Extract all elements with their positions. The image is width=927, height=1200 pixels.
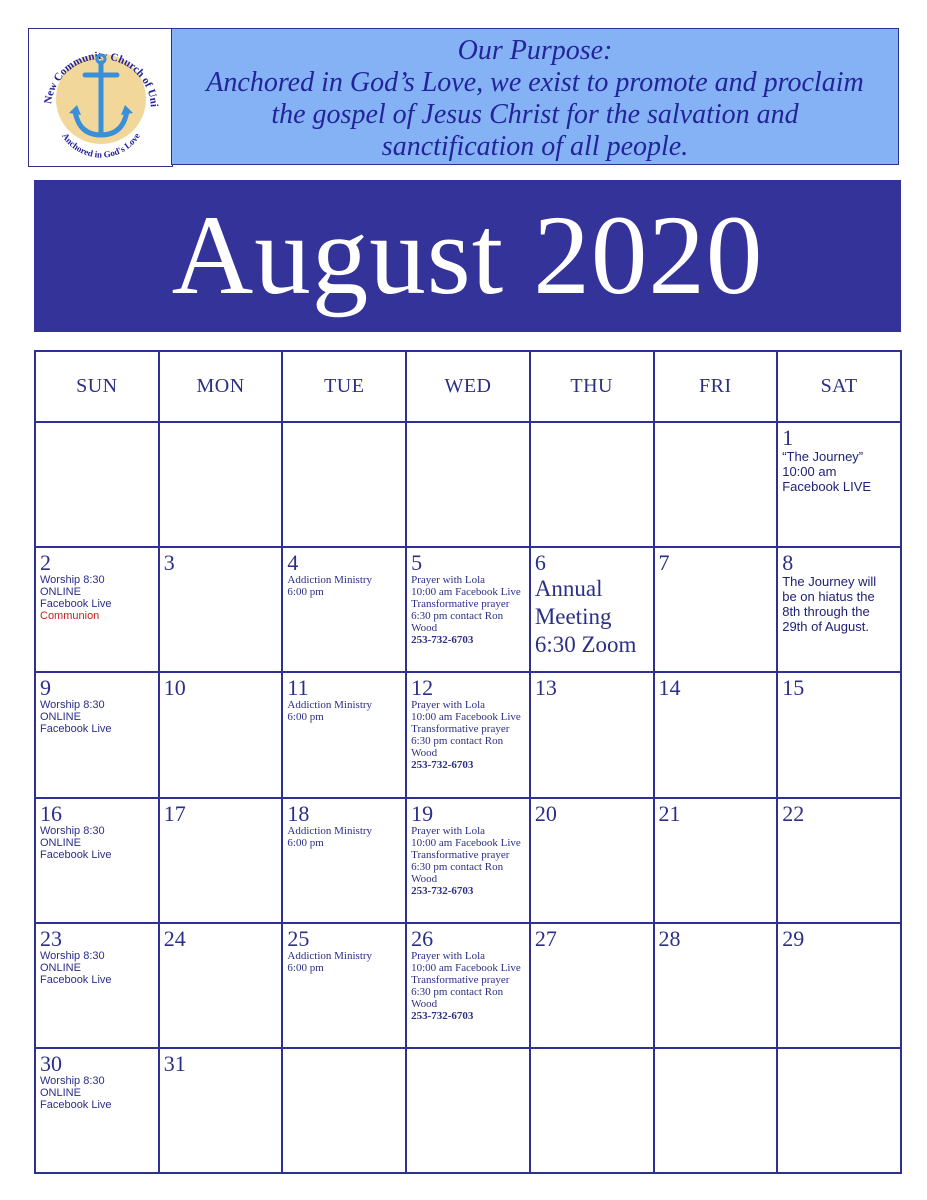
week-row (35, 798, 901, 923)
day-cell (35, 1048, 159, 1173)
day-number: 7 (658, 550, 670, 576)
phone-number: 253-732-6703 (411, 884, 474, 897)
event-text: 6:00 pm (287, 586, 324, 599)
event-text: Prayer with Lola (411, 699, 486, 712)
day-number: 5 (411, 550, 423, 576)
day-number: 3 (163, 550, 175, 576)
empty-day-cell (35, 422, 159, 547)
day-number: 1 (782, 425, 794, 451)
phone-number: 253-732-6703 (411, 1009, 474, 1022)
day-number: 30 (40, 1050, 62, 1076)
weekday-header: THU (530, 351, 654, 422)
day-cell (777, 422, 901, 547)
day-number: 29 (782, 925, 805, 951)
day-number: 25 (287, 925, 310, 951)
event-text: 6:30 pm contact Ron (411, 610, 504, 623)
event-text: Facebook Live (40, 973, 112, 986)
day-cell (159, 1048, 283, 1173)
day-number: 16 (40, 800, 62, 826)
empty-day-cell (406, 422, 530, 547)
week-row (35, 923, 901, 1048)
empty-day-cell (654, 422, 778, 547)
header (28, 28, 901, 167)
day-number: 4 (287, 550, 299, 576)
event-text: Prayer with Lola (411, 574, 486, 587)
day-cell (530, 547, 654, 672)
event-text: 6:30 pm contact Ron (411, 985, 504, 998)
event-text: Worship 8:30 (40, 824, 105, 837)
empty-day-cell (159, 422, 283, 547)
day-number: 6 (534, 550, 546, 576)
weekday-header: FRI (654, 351, 778, 422)
week-row (35, 1048, 901, 1173)
event-text: Addiction Ministry (287, 824, 373, 837)
purpose-line: sanctification of all people. (381, 131, 689, 162)
event-text: 6:00 pm (287, 711, 324, 724)
day-number: 11 (287, 675, 309, 701)
day-cell (530, 672, 654, 797)
day-number: 12 (411, 675, 434, 701)
day-cell (530, 923, 654, 1048)
purpose-line: the gospel of Jesus Christ for the salvation and (271, 99, 799, 130)
day-cell (282, 798, 406, 923)
event-text: Wood (411, 997, 438, 1010)
event-text: Facebook LIVE (782, 479, 872, 495)
empty-day-cell (530, 422, 654, 547)
day-cell (530, 798, 654, 923)
day-number: 15 (782, 675, 805, 701)
day-number: 10 (163, 675, 186, 701)
event-text: Transformative prayer (411, 723, 510, 736)
day-number: 19 (411, 800, 434, 826)
event-text: 10:00 am Facebook Live (411, 711, 521, 724)
event-text: “The Journey” (782, 449, 864, 465)
event-text: be on hiatus the (782, 589, 875, 605)
purpose-statement (171, 28, 899, 165)
day-cell (654, 798, 778, 923)
empty-day-cell (282, 422, 406, 547)
phone-number: 253-732-6703 (411, 759, 474, 772)
day-cell (406, 923, 530, 1048)
event-text: 6:00 pm (287, 961, 324, 974)
day-cell (35, 547, 159, 672)
day-cell (777, 798, 901, 923)
day-cell (282, 923, 406, 1048)
weekday-header: TUE (282, 351, 406, 422)
empty-day-cell (282, 1048, 406, 1173)
event-text: Prayer with Lola (411, 949, 486, 962)
event-text: 29th of August. (782, 619, 869, 635)
event-text: Addiction Ministry (287, 574, 373, 587)
purpose-line: Anchored in God’s Love, we exist to promote and proclaim (206, 67, 864, 98)
day-cell (654, 672, 778, 797)
weekday-header: WED (406, 351, 530, 422)
event-text: Transformative prayer (411, 973, 510, 986)
day-number: 20 (534, 800, 557, 826)
anchor-logo-icon (29, 29, 172, 166)
day-number: 26 (411, 925, 434, 951)
calendar-grid (34, 350, 902, 1174)
event-text: Worship 8:30 (40, 1074, 105, 1087)
event-text: 6:30 pm contact Ron (411, 735, 504, 748)
day-cell (654, 547, 778, 672)
day-number: 22 (782, 800, 805, 826)
church-logo (28, 28, 173, 167)
day-cell (406, 672, 530, 797)
weekday-header: SUN (35, 351, 159, 422)
week-row (35, 422, 901, 547)
day-number: 27 (534, 925, 557, 951)
day-cell (282, 672, 406, 797)
day-number: 8 (782, 550, 794, 576)
phone-number: 253-732-6703 (411, 634, 474, 647)
event-text: ONLINE (40, 586, 81, 599)
event-text: Facebook Live (40, 598, 112, 611)
event-text: Prayer with Lola (411, 824, 486, 837)
weekday-header-row (35, 351, 901, 422)
day-number: 9 (40, 675, 51, 701)
event-text: The Journey will (782, 574, 877, 590)
event-text: 10:00 am Facebook Live (411, 586, 521, 599)
day-number: 24 (163, 925, 186, 951)
week-row (35, 547, 901, 672)
event-text: Transformative prayer (411, 848, 510, 861)
day-cell (159, 798, 283, 923)
event-text: Addiction Ministry (287, 699, 373, 712)
communion-label: Communion (40, 610, 100, 623)
event-text: ONLINE (40, 961, 81, 974)
day-cell (777, 923, 901, 1048)
event-text: Worship 8:30 (40, 574, 105, 587)
day-cell (777, 672, 901, 797)
weekday-header: SAT (777, 351, 901, 422)
day-cell (654, 923, 778, 1048)
event-text: Facebook Live (40, 848, 112, 861)
day-number: 17 (163, 800, 186, 826)
event-text: 6:00 pm (287, 836, 324, 849)
day-cell (35, 672, 159, 797)
weekday-header: MON (159, 351, 283, 422)
logo-ring-top-text: New Community Church of Uni (42, 49, 160, 108)
event-text: ONLINE (40, 1086, 81, 1099)
event-text: Worship 8:30 (40, 949, 105, 962)
event-text: 10:00 am Facebook Live (411, 961, 521, 974)
event-text: 10:00 am (782, 464, 837, 480)
event-text: ONLINE (40, 836, 81, 849)
purpose-heading: Our Purpose: (457, 35, 613, 66)
day-cell (159, 547, 283, 672)
day-number: 2 (40, 550, 51, 576)
event-text: Transformative prayer (411, 598, 510, 611)
day-cell (35, 798, 159, 923)
day-cell (159, 923, 283, 1048)
day-number: 18 (287, 800, 310, 826)
event-text: Facebook Live (40, 723, 112, 736)
logo-ring-bottom-text: Anchored in God's Love (60, 131, 142, 160)
day-cell (35, 923, 159, 1048)
empty-day-cell (530, 1048, 654, 1173)
week-row (35, 672, 901, 797)
day-number: 23 (40, 925, 62, 951)
day-number: 28 (658, 925, 681, 951)
event-text: Addiction Ministry (287, 949, 373, 962)
event-text: Meeting (534, 604, 612, 630)
event-text: Wood (411, 747, 438, 760)
day-cell (406, 547, 530, 672)
event-text: Annual (534, 576, 603, 602)
month-title: August 2020 (34, 180, 901, 332)
event-text: 10:00 am Facebook Live (411, 836, 521, 849)
event-text: 6:30 pm contact Ron (411, 860, 504, 873)
event-text: Wood (411, 622, 438, 635)
empty-day-cell (654, 1048, 778, 1173)
day-cell (406, 798, 530, 923)
event-text: 6:30 Zoom (534, 632, 637, 658)
day-number: 14 (658, 675, 681, 701)
day-number: 13 (534, 675, 557, 701)
event-text: Wood (411, 872, 438, 885)
event-text: 8th through the (782, 604, 870, 620)
event-text: ONLINE (40, 711, 81, 724)
event-text: Worship 8:30 (40, 699, 105, 712)
day-number: 31 (163, 1050, 186, 1076)
day-number: 21 (658, 800, 681, 826)
day-cell (777, 547, 901, 672)
event-text: Facebook Live (40, 1098, 112, 1111)
empty-day-cell (406, 1048, 530, 1173)
day-cell (159, 672, 283, 797)
empty-day-cell (777, 1048, 901, 1173)
day-cell (282, 547, 406, 672)
